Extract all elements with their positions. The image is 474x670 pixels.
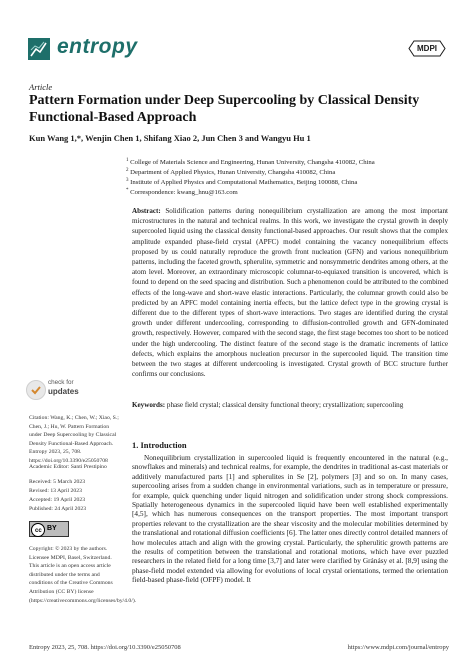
- revised-date: Revised: 13 April 2023: [29, 488, 82, 494]
- cc-by-license-icon[interactable]: [29, 521, 69, 537]
- published-date: Published: 24 April 2023: [29, 506, 87, 512]
- check-for-updates-badge[interactable]: [26, 378, 96, 400]
- received-date: Received: 5 March 2023: [29, 479, 86, 485]
- citation: Citation: Wang, K.; Chen, W.; Xiao, S.; Chen, J.; Hu, W. Pattern Formation under Deep Supercooling by Classical Density Functional-Based Approach. Entropy 2023, 25, 708. https://doi.org/10.3390/e25050708: [29, 415, 119, 464]
- cc-circle-icon: cc: [31, 523, 45, 537]
- abstract-text: Solidification patterns during nonequilibrium crystallization are among the most important microstructures in the natural and technical realms. In this work, we investigate the crystal growth in deeply supercooled liquid using the classical density functional-based approaches. Our result shows that the complex amplitude expanded phase-field crystal (APFC) model containing the vacancy nonequilibrium effects proposed by us could naturally reproduce the growth front nucleation (GFN) and various nonequilibrium patterns, including the faceted growth, spherulite, symmetric and nonsymmetric dendrites among others, at the atom level. Moreover, an extraordinary microscopic columnar-to-equiaxed transition is uncovered, which is found to depend on the seed spacing and distribution. Such a phenomenon could be attributed to the combined effects of the long-wave and short-wave elastic interactions. Particularly, the columnar growth could also be predicted by an APFC model containing inertia effects, but the lattice defect type in the growing crystal is different due to the different types of short-wave interactions. Two stages are identified during the crystal growth under different undercooling, corresponding to diffusion-controlled growth and GFN-dominated growth, respectively. However, compared with the second stage, the first stage becomes too short to be noticed under the high undercooling. The distinct feature of the second stage is the dramatic increments of lattice defects, which explains the amorphous nucleation precursor in the supercooled liquid. The transition time between the two stages at different undercooling is investigated. Crystal growth of BCC structure further confirms our conclusions.: [132, 207, 448, 379]
- abstract-label: Abstract:: [132, 207, 161, 215]
- article-title: Pattern Formation under Deep Supercooling by Classical Density Functional-Based Approach: [29, 93, 420, 125]
- mdpi-logo[interactable]: [408, 40, 446, 57]
- affiliation-2: $^2$ Department of Applied Physics, Hunan University, Changsha 410082, China: [126, 168, 336, 177]
- accepted-date: Accepted: 19 April 2023: [29, 497, 86, 503]
- article-type: Article: [29, 82, 53, 92]
- introduction-paragraph: Nonequilibrium crystallization in supercooled liquid is frequently encountered in the natural (e.g., snowflakes and minerals) and technical realms, for example, the dendrites in traditional as-cast materials or additively manufactured parts [1] and spherulites in Se [2], polymers [3] and so on. In many cases, supercooling arises from a sudden change in environmental variations, such as in temperature or pressure, for example, quick quenching under liquid nitrogen and solidification under strong shock compressions. Spatially heterogeneous dynamics in the supercooled liquid have been well established experimentally [4,5], which has numerous consequences on the transport properties. The most important transport properties relevant to the crystallization are the shear viscosity and the molecular mobilities determined by the translational and rotational diffusion coefficients [6]. The latter ones directly control detailed manners of how molecules attach and align with the growing crystal. Particularly, the spherulitic growth patterns are the results of competition between the translational and rotational motions, which have ever puzzled researchers in the related field for a long time [3,7] and later were clarified by Gránásy et al. [8,9] using the phase-field model extended via allowing for evolutions of local crystal orientations, termed the orientation field-based phase-field (OFPF) model. It: [132, 453, 448, 585]
- section-heading-introduction: 1. Introduction: [132, 440, 187, 450]
- journal-name: entropy: [57, 35, 138, 58]
- mdpi-logo-text: MDPI: [417, 44, 437, 53]
- copyright-notice: Copyright: © 2023 by the authors. Licensee MDPI, Basel, Switzerland. This article is an open access article distributed under the terms and conditions of the Creative Commons Attribution (CC BY) license (https://creativecommons.org/licenses/by/4.0/).: [29, 546, 137, 604]
- abstract: [132, 206, 448, 379]
- journal-logo-icon: [28, 38, 50, 60]
- correspondence: * Correspondence: kwang_hnu@163.com: [126, 188, 238, 197]
- affiliation-3: $^3$ Institute of Applied Physics and Computational Mathematics, Beijing 100088, China: [126, 178, 358, 187]
- affiliation-1: $^1$ College of Materials Science and Engineering, Hunan University, Changsha 410082, China: [126, 158, 375, 167]
- updates-label: updates: [48, 387, 79, 396]
- check-for-updates-icon: [26, 380, 46, 400]
- author-list: Kun Wang 1,*, Wenjin Chen 1, Shifang Xiao 2, Jun Chen 3 and Wangyu Hu 1: [29, 133, 311, 143]
- footer-journal-link[interactable]: https://www.mdpi.com/journal/entropy: [347, 644, 449, 651]
- by-label: BY: [47, 525, 57, 532]
- footer-citation[interactable]: Entropy 2023, 25, 708. https://doi.org/10.3390/e25050708: [29, 644, 181, 651]
- keywords-label: Keywords:: [132, 401, 166, 409]
- keywords: [132, 400, 448, 410]
- academic-editor: Academic Editor: Santi Prestipino: [29, 464, 107, 470]
- keywords-text: phase field crystal; classical density functional theory; crystallization; supercooling: [166, 401, 404, 409]
- check-for-label: check for: [48, 379, 74, 386]
